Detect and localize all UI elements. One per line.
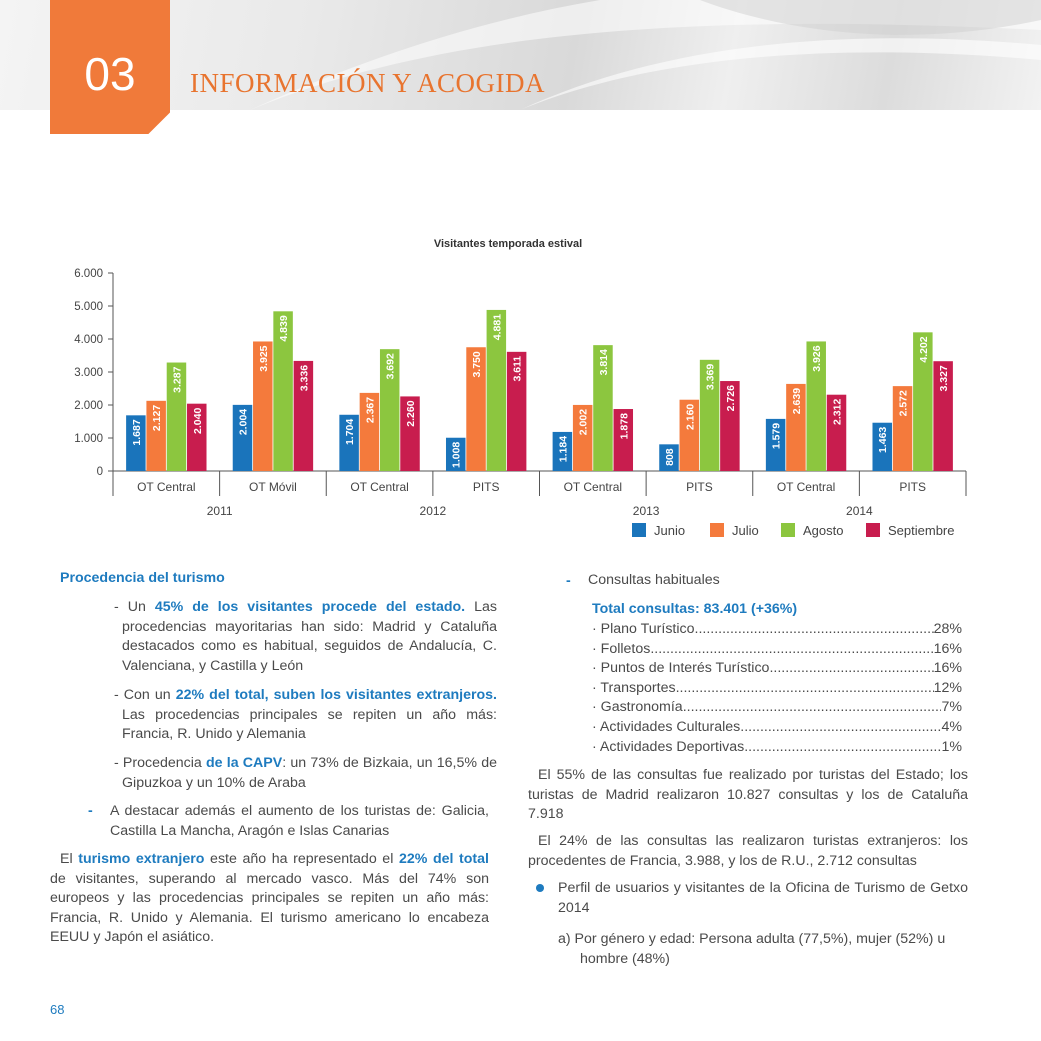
highlight-text: turismo extranjero bbox=[78, 851, 205, 867]
bar-value-label: 3.336 bbox=[298, 364, 311, 392]
x-category-label: OT Móvil bbox=[249, 480, 297, 494]
legend-label: Agosto bbox=[803, 523, 844, 538]
consulta-label: · Puntos de Interés Turístico bbox=[592, 660, 770, 677]
consulta-value: 28% bbox=[933, 621, 962, 637]
section-heading bbox=[60, 569, 490, 589]
profile-sub-a bbox=[558, 930, 968, 969]
x-category-label: OT Central bbox=[776, 480, 836, 494]
dash-marker: - bbox=[566, 573, 571, 589]
text: Las procedencias mayoritarias han sido: Madrid y Cataluña destacados como es habitual, seguidos de Andalucía, C. Valenciana, y Castilla y León bbox=[122, 599, 497, 674]
state-consultas-paragraph: El 55% de las consultas fue realizado por turistas del Estado; los turistas de Madrid realizaron 10.827 consultas y los de Cataluña 7.918 bbox=[528, 767, 968, 822]
bar-value-label: 1.704 bbox=[344, 418, 357, 446]
highlight-text: 22% del total, suben los visitantes extranjeros. bbox=[175, 687, 497, 703]
bar-value-label: 3.925 bbox=[257, 345, 270, 372]
consulta-label: · Gastronomía bbox=[592, 699, 683, 716]
consulta-value: 16% bbox=[933, 640, 962, 657]
origin-item-3 bbox=[114, 754, 497, 793]
dot-leader bbox=[650, 640, 933, 660]
consulta-row bbox=[592, 738, 962, 758]
legend-swatch-septiembre bbox=[866, 523, 880, 537]
y-tick-label: 6.000 bbox=[74, 268, 103, 280]
bar-value-label: 1.687 bbox=[130, 419, 143, 446]
y-tick-label: 0 bbox=[96, 466, 103, 478]
x-category-label: PITS bbox=[899, 480, 927, 494]
consulta-value: 4% bbox=[941, 719, 962, 735]
text: El bbox=[60, 851, 79, 867]
dot-leader bbox=[740, 718, 941, 738]
legend-swatch-agosto bbox=[781, 523, 795, 537]
consulta-label: · Actividades Culturales bbox=[592, 719, 741, 735]
consulta-row bbox=[592, 640, 962, 660]
increase-item: A destacar además el aumento de los turistas de: Galicia, Castilla La Mancha, Aragón e Islas Canarias bbox=[110, 803, 489, 839]
dot-leader bbox=[676, 679, 934, 699]
chapter-number: 03 bbox=[84, 48, 136, 100]
legend-swatch-julio bbox=[710, 523, 724, 537]
bar-value-label: 2.726 bbox=[724, 385, 737, 412]
bar-value-label: 2.367 bbox=[364, 396, 377, 424]
bar-value-label: 1.008 bbox=[450, 441, 463, 469]
bar-value-label: 2.260 bbox=[405, 400, 418, 427]
bar-value-label: 808 bbox=[663, 448, 676, 466]
text: Las procedencias principales se repiten un año más: Francia, R. Unido y Alemania bbox=[122, 706, 497, 742]
consulta-row bbox=[592, 659, 962, 679]
highlight-text: de la CAPV bbox=[206, 755, 283, 771]
bar-value-label: 2.160 bbox=[684, 403, 697, 431]
origin-item-2 bbox=[114, 686, 497, 745]
bar-value-label: 3.750 bbox=[471, 351, 484, 378]
y-tick-label: 3.000 bbox=[74, 367, 103, 379]
origin-item-1 bbox=[114, 598, 497, 676]
foreign-tourism-paragraph bbox=[50, 850, 489, 948]
highlight-text: 45% de los visitantes procede del estado. bbox=[154, 599, 466, 615]
x-category-label: PITS bbox=[472, 480, 500, 494]
dot-leader bbox=[683, 698, 942, 718]
legend-swatch-junio bbox=[632, 523, 646, 537]
consulta-label: · Plano Turístico bbox=[592, 621, 695, 637]
text: este año ha representado el bbox=[204, 851, 399, 867]
dash-marker: - bbox=[88, 803, 93, 819]
y-tick-label: 1.000 bbox=[74, 433, 103, 445]
bar-value-label: 3.611 bbox=[511, 355, 524, 382]
text: : un 73% de Bizkaia, un 16,5% de Gipuzkoa y un 10% de Araba bbox=[122, 755, 497, 791]
bar-value-label: 3.327 bbox=[938, 365, 951, 392]
bar-value-label: 2.040 bbox=[191, 407, 204, 434]
bar-value-label: 3.369 bbox=[704, 363, 717, 391]
x-category-label: OT Central bbox=[350, 480, 409, 494]
total-consultas bbox=[592, 600, 962, 620]
consulta-row bbox=[592, 718, 962, 738]
bar-value-label: 2.127 bbox=[151, 404, 164, 432]
bar-value-label: 2.002 bbox=[577, 408, 590, 436]
bar-value-label: 3.926 bbox=[811, 345, 824, 372]
consulta-label: · Transportes bbox=[592, 679, 676, 696]
consulta-value: 7% bbox=[941, 699, 962, 716]
legend-label: Junio bbox=[654, 523, 686, 538]
bar-value-label: 3.814 bbox=[597, 349, 610, 376]
text: - Un bbox=[114, 599, 155, 615]
legend-label: Septiembre bbox=[888, 523, 955, 538]
x-category-label: OT Central bbox=[563, 480, 623, 494]
bar-value-label: 2.004 bbox=[237, 408, 250, 436]
text: a) Por género y edad: Persona adulta (77,5%), mujer (52%) u hombre (48%) bbox=[558, 931, 946, 967]
consulta-value: 16% bbox=[933, 660, 962, 677]
consulta-label: · Folletos bbox=[592, 640, 651, 657]
x-year-label: 2013 bbox=[632, 504, 660, 518]
bar-value-label: 4.839 bbox=[278, 315, 291, 342]
bar-value-label: 1.184 bbox=[557, 435, 570, 463]
bar-value-label: 3.287 bbox=[171, 366, 184, 393]
x-year-label: 2011 bbox=[206, 504, 233, 518]
bar-value-label: 4.881 bbox=[491, 313, 504, 341]
x-year-label: 2014 bbox=[846, 504, 873, 518]
text: - Con un bbox=[114, 687, 176, 703]
page-number: 68 bbox=[50, 1002, 65, 1017]
total-text: Total consultas: 83.401 (+36%) bbox=[592, 601, 798, 617]
dot-leader bbox=[695, 620, 934, 640]
y-tick-label: 5.000 bbox=[74, 301, 103, 313]
bullet-dot-icon bbox=[536, 884, 544, 892]
consulta-row bbox=[592, 698, 962, 718]
bar-value-label: 4.202 bbox=[917, 336, 930, 363]
y-tick-label: 2.000 bbox=[74, 400, 103, 412]
bar-value-label: 1.878 bbox=[618, 413, 631, 440]
text: de visitantes, superando al mercado vasco. Más del 74% son europeos y las procedencias principales se repiten un año más: Francia, R. Unido y Alemania. El turismo americano lo encabeza EEUU y Japón el asiático. bbox=[50, 870, 489, 945]
bar-value-label: 2.639 bbox=[790, 387, 803, 415]
bar-value-label: 1.463 bbox=[877, 426, 890, 454]
dot-leader bbox=[769, 659, 933, 679]
text: - Procedencia bbox=[114, 755, 206, 771]
highlight-text: 22% del total bbox=[398, 851, 489, 867]
legend-label: Julio bbox=[732, 523, 759, 538]
bar-value-label: 2.312 bbox=[831, 398, 844, 425]
x-category-label: PITS bbox=[686, 480, 713, 494]
consulta-value: 1% bbox=[941, 738, 962, 755]
consulta-label: · Actividades Deportivas bbox=[592, 738, 745, 755]
foreign-consultas-paragraph: El 24% de las consultas las realizaron turistas extranjeros: los procedentes de Francia, 3.988, y los de R.U., 2.712 consultas bbox=[528, 833, 968, 869]
bar-value-label: 3.692 bbox=[384, 353, 397, 380]
chapter-title: INFORMACIÓN Y ACOGIDA bbox=[190, 68, 546, 98]
x-year-label: 2012 bbox=[419, 504, 447, 518]
heading-text: Procedencia del turismo bbox=[60, 570, 225, 586]
bar-value-label: 1.579 bbox=[770, 422, 783, 450]
x-category-label: OT Central bbox=[137, 480, 196, 494]
consulta-value: 12% bbox=[933, 679, 962, 696]
consulta-row bbox=[592, 620, 962, 640]
consultas-label: Consultas habituales bbox=[588, 572, 720, 588]
visitors-bar-chart bbox=[0, 225, 1041, 555]
chart-title: Visitantes temporada estival bbox=[433, 238, 583, 250]
profile-bullet: Perfil de usuarios y visitantes de la Oficina de Turismo de Getxo 2014 bbox=[558, 880, 968, 916]
dot-leader bbox=[744, 738, 941, 758]
y-tick-label: 4.000 bbox=[74, 334, 103, 346]
bar-value-label: 2.572 bbox=[897, 390, 910, 417]
consulta-row bbox=[592, 679, 962, 699]
